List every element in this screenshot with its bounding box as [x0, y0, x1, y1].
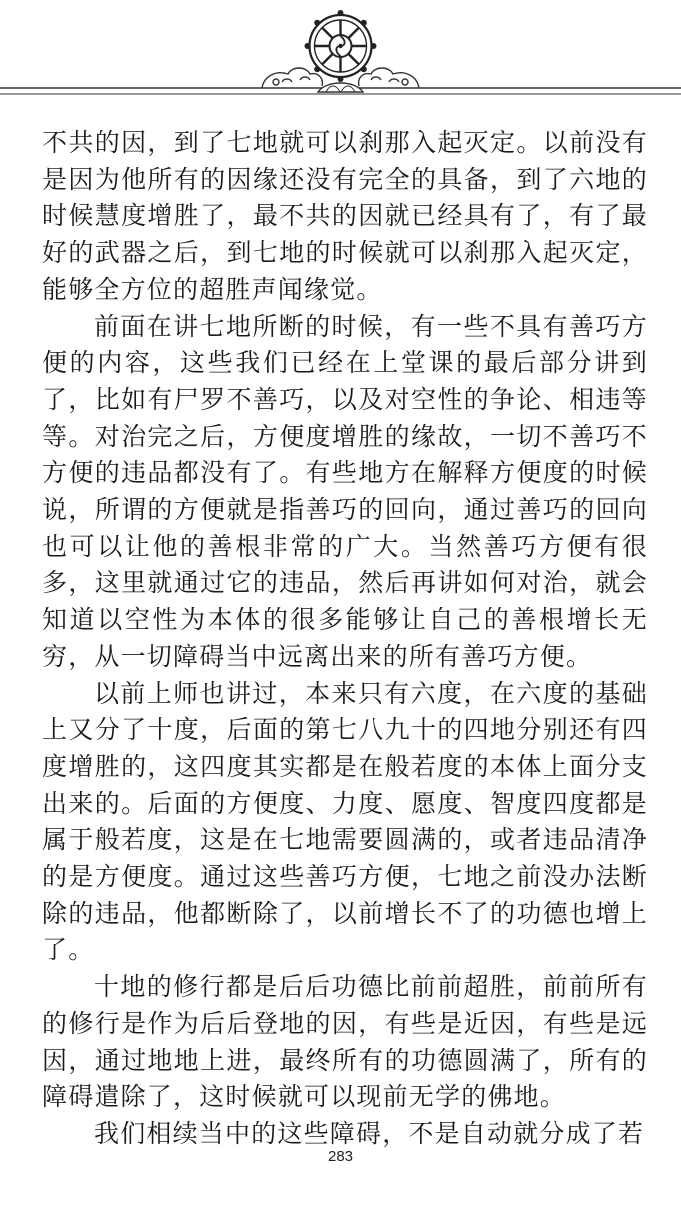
paragraph-4: 十地的修行都是后后功德比前前超胜，前前所有的修行是作为后后登地的因，有些是近因，有些是远因，通过地地上进，最终所有的功德圆满了，所有的障碍遣除了，这时候就可以现前无学的佛地。: [42, 972, 648, 1112]
left-cloud-ornament: [262, 68, 322, 88]
paragraph-2: 前面在讲七地所断的时候，有一些不具有善巧方便的内容，这些我们已经在上堂课的最后部分讲到了，比如有尸罗不善巧，以及对空性的争论、相违等等。对治完之后，方便度增胜的缘故，一切不善巧不方便的违品都没有了。有些地方在解释方便度的时候说，所谓的方便就是指善巧的回向，通过善巧的回向也可以让他的善根非常的广大。当然善巧方便有很多，这里就通过它的违品，然后再讲如何对治，就会知道以空性为本体的很多能够让自己的善根增长无穷，从一切障碍当中远离出来的所有善巧方便。: [42, 311, 648, 671]
header-ornament: [0, 0, 681, 112]
page-body: [42, 125, 648, 1153]
page-number: 283: [327, 1148, 354, 1165]
paragraph-3: 以前上师也讲过，本来只有六度，在六度的基础上又分了十度，后面的第七八九十的四地分别还有四度增胜的，这四度其实都是在般若度的本体上面分支出来的。后面的方便度、力度、愿度、智度四度都是属于般若度，这是在七地需要圆满的，或者违品清净的是方便度。通过这些善巧方便，七地之前没办法断除的违品，他都断除了，以前增长不了的功德也增上了。: [42, 678, 648, 965]
page-header: [0, 0, 681, 112]
dharma-wheel-icon: [305, 10, 377, 92]
paragraph-1: 不共的因，到了七地就可以刹那入起灭定。以前没有是因为他所有的因缘还没有完全的具备，到了六地的时候慧度增胜了，最不共的因就已经具有了，有了最好的武器之后，到七地的时候就可以刹那入起灭定，能够全方位的超胜声闻缘觉。: [42, 128, 648, 304]
right-cloud-ornament: [359, 68, 419, 88]
paragraph-5: 我们相续当中的这些障碍，不是自动就分成了若: [94, 1118, 645, 1148]
